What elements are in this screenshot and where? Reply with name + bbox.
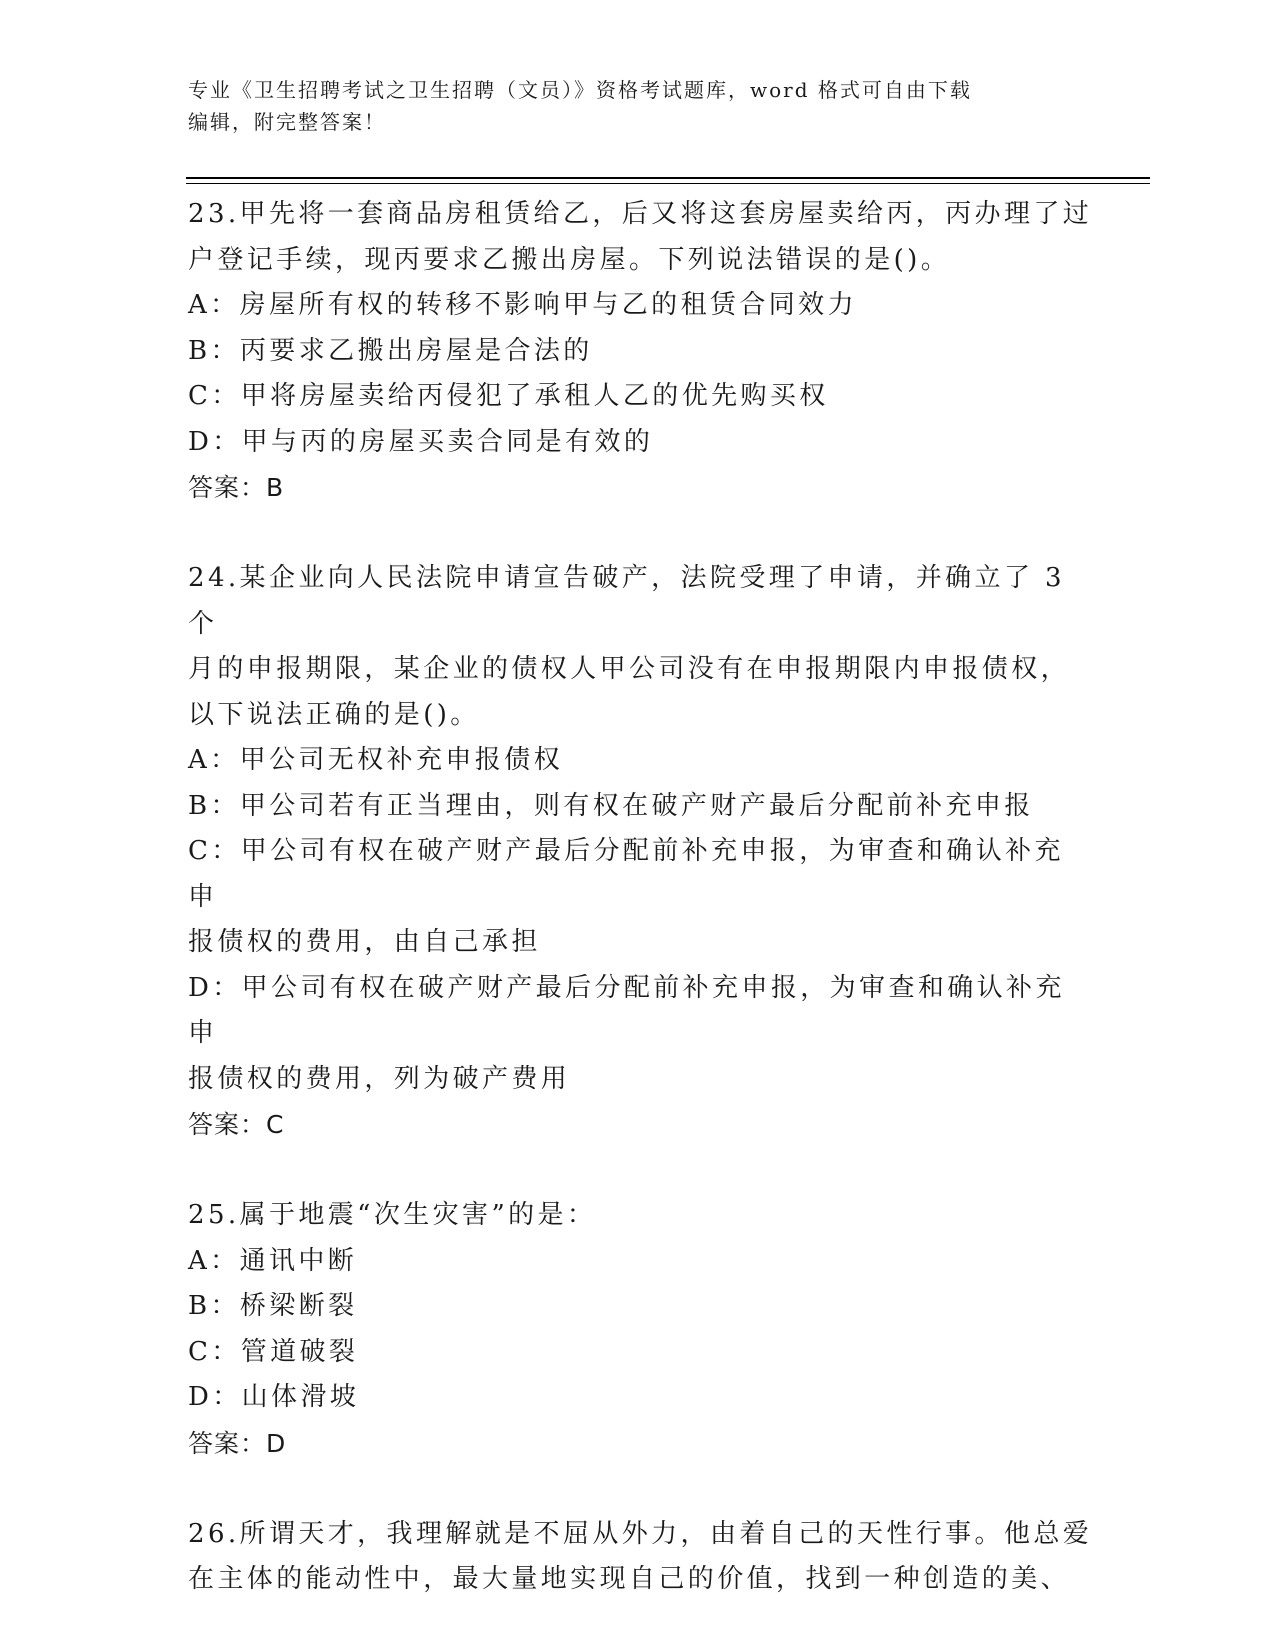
option-b: B：丙要求乙搬出房屋是合法的 — [188, 335, 593, 366]
question-23 — [188, 192, 1093, 511]
question-26 — [188, 1512, 1093, 1603]
option-d: D：甲公司有权在破产财产最后分配前补充申报，为审查和确认补充申 — [188, 972, 1065, 1048]
option-c: C：甲将房屋卖给丙侵犯了承租人乙的优先购买权 — [188, 381, 829, 411]
document-header — [188, 74, 1088, 138]
question-stem-line: 月的申报期限，某企业的债权人甲公司没有在申报期限内申报债权， — [188, 654, 1071, 684]
option-b: B：甲公司若有正当理由，则有权在破产财产最后分配前补充申报 — [188, 790, 1034, 821]
header-rule-thin — [186, 183, 1150, 184]
question-stem-line: 在主体的能动性中，最大量地实现自己的价值，找到一种创造的美、 — [188, 1564, 1071, 1594]
answer-line: 答案：B — [188, 473, 285, 502]
option-a: A：甲公司无权补充申报债权 — [188, 745, 563, 775]
option-b: B：桥梁断裂 — [188, 1291, 358, 1321]
question-25 — [188, 1193, 1093, 1466]
option-a: A：房屋所有权的转移不影响甲与乙的租赁合同效力 — [188, 290, 857, 320]
option-d-continued: 报债权的费用，列为破产费用 — [188, 1063, 571, 1094]
question-stem-line: 以下说法正确的是()。 — [188, 699, 480, 730]
option-a: A：通讯中断 — [188, 1245, 358, 1276]
question-list — [188, 192, 1093, 1603]
header-rule-thick — [186, 177, 1150, 179]
header-line-2: 编辑，附完整答案！ — [188, 110, 386, 134]
question-stem-line: 25.属于地震“次生灾害”的是： — [188, 1200, 597, 1230]
question-stem-line: 23.甲先将一套商品房租赁给乙，后又将这套房屋卖给丙，丙办理了过 — [188, 199, 1093, 229]
answer-line: 答案：D — [188, 1428, 287, 1458]
option-d: D：山体滑坡 — [188, 1382, 360, 1412]
question-stem-line: 26.所谓天才，我理解就是不屈从外力，由着自己的天性行事。他总爱 — [188, 1518, 1093, 1549]
answer-line: 答案：C — [188, 1110, 285, 1139]
question-stem-line: 24.某企业向人民法院申请宣告破产，法院受理了申请，并确立了 3 个 — [188, 563, 1065, 639]
question-stem-line: 户登记手续，现丙要求乙搬出房屋。下列说法错误的是()。 — [188, 244, 951, 275]
option-d: D：甲与丙的房屋买卖合同是有效的 — [188, 426, 654, 457]
header-line-1: 专业《卫生招聘考试之卫生招聘（文员）》资格考试题库，word 格式可自由下载 — [188, 78, 972, 102]
option-c-continued: 报债权的费用，由自己承担 — [188, 927, 541, 957]
option-c: C：管道破裂 — [188, 1336, 359, 1367]
option-c: C：甲公司有权在破产财产最后分配前补充申报，为审查和确认补充申 — [188, 836, 1064, 912]
question-24 — [188, 556, 1093, 1148]
